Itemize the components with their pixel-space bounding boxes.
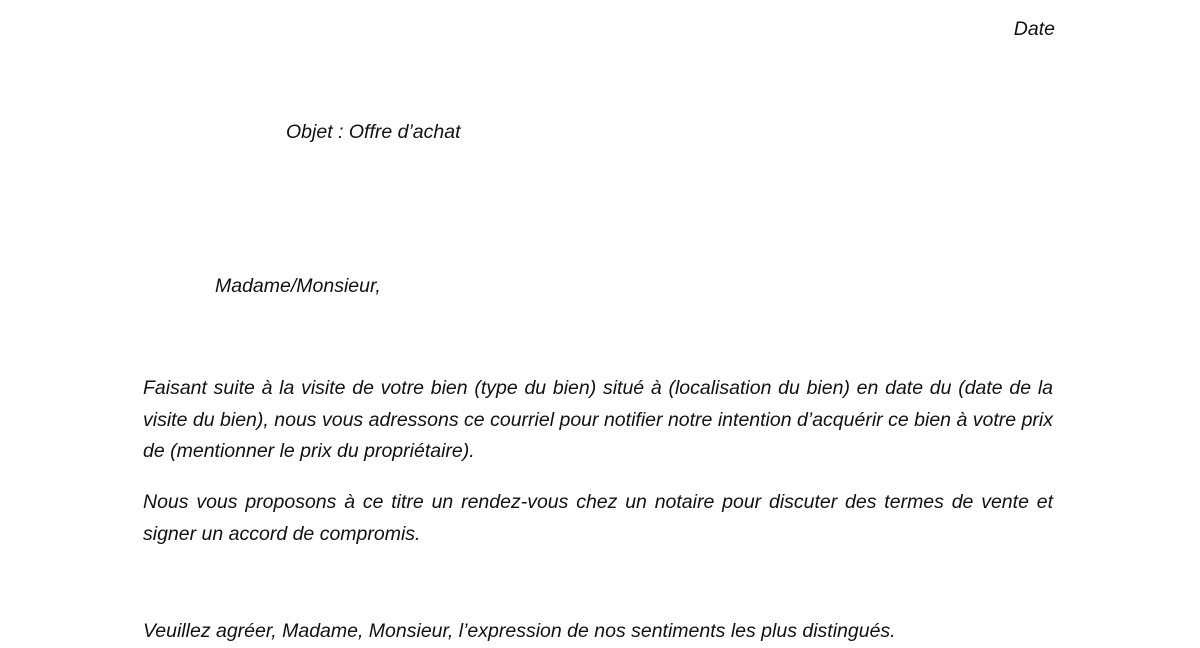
letter-subject: Objet : Offre d’achat	[286, 121, 461, 143]
letter-salutation: Madame/Monsieur,	[215, 275, 381, 297]
body-paragraph-closing: Veuillez agréer, Madame, Monsieur, l’expression de nos sentiments les plus distingués.	[143, 620, 896, 642]
letter-date: Date	[1013, 18, 1055, 40]
body-paragraph-appointment: Nous vous proposons à ce titre un rendez-vous chez un notaire pour discuter des termes de vente et signer un accord de compromis.	[143, 491, 1053, 545]
body-paragraph-offer: Faisant suite à la visite de votre bien (type du bien) situé à (localisation du bien) en date du (date de la visite du bien), nous vous adressons ce courriel pour notifier notre intention d’acquérir ce bien à votre prix de (mentionner le prix du propriétaire).	[143, 377, 1053, 462]
